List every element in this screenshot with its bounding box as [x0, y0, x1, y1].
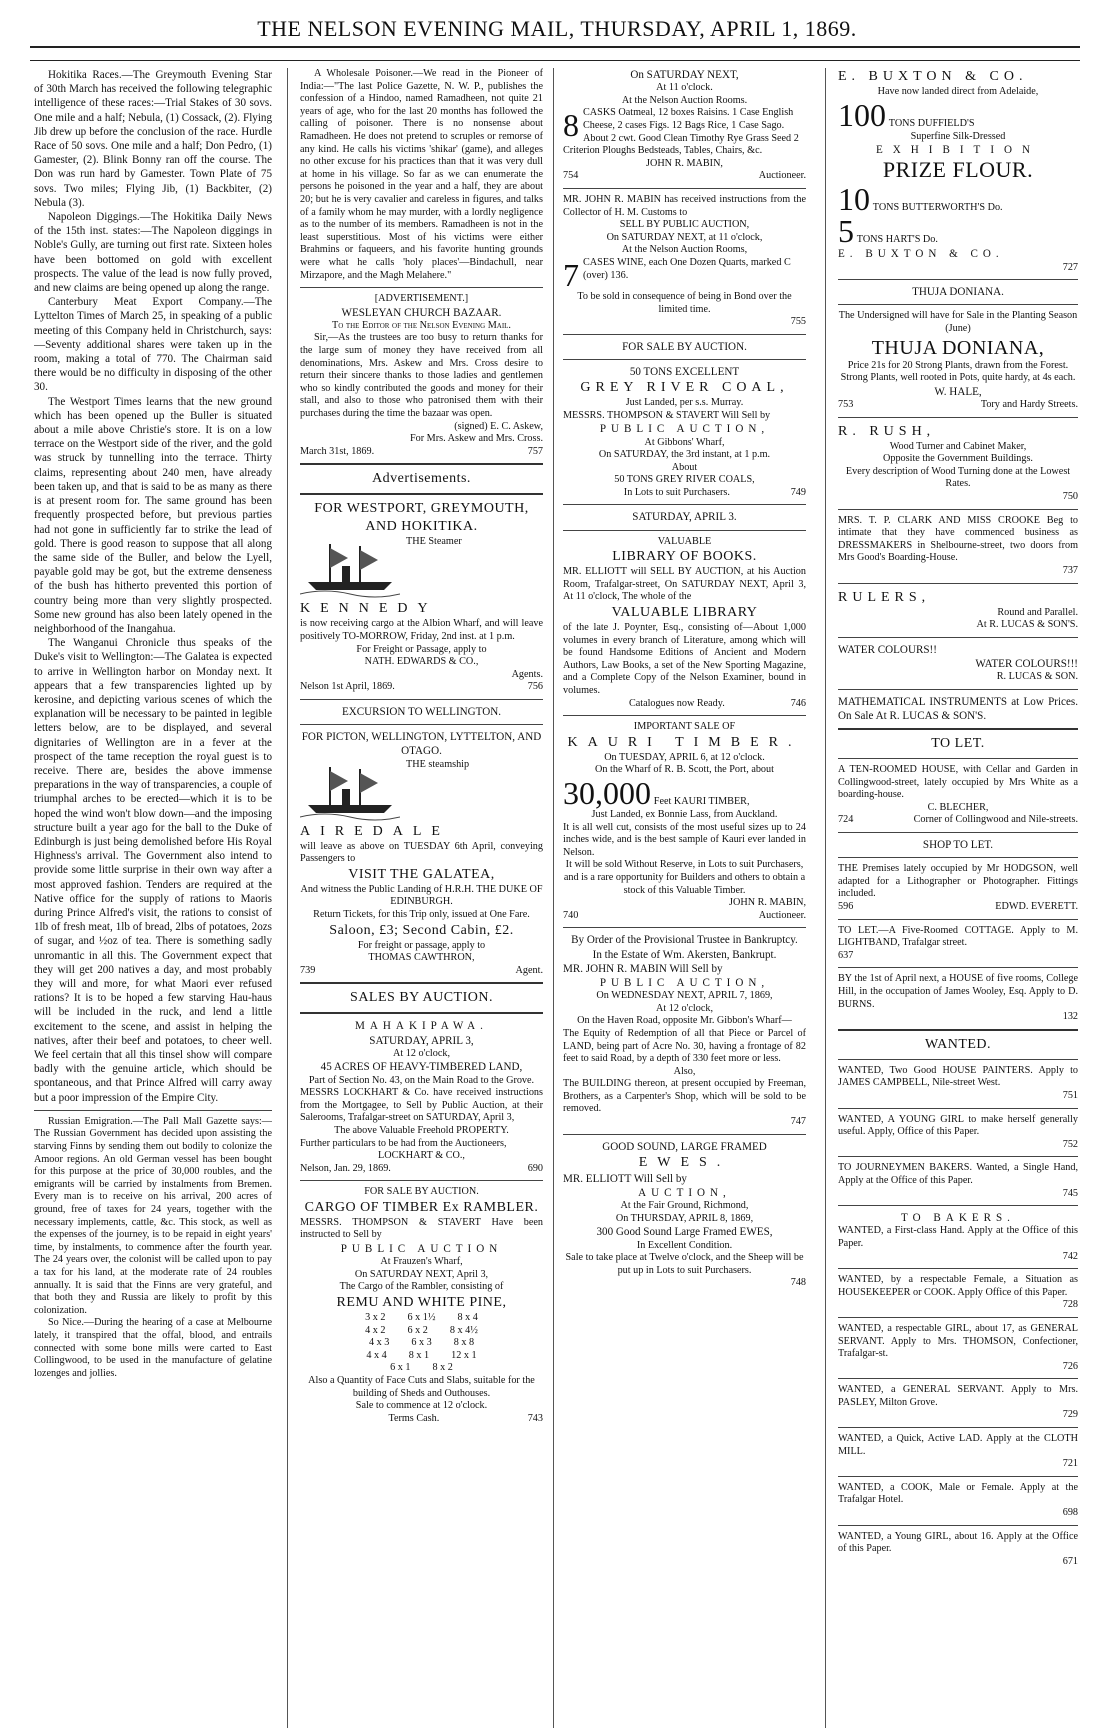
harts-qty: 5 [838, 213, 854, 250]
casks-list: CASKS Oatmeal, 12 boxes Raisins. 1 Case English Cheese, 2 cases Figs. 12 Bags Rice, 1 Case Sago. About 2 cwt. Good Clean Timothy Rye Grass Seed 2 Criterion Ploughs Bedsteads, Tables, Chairs, &c. [563, 107, 799, 157]
water-lucas: R. LUCAS & SON. [996, 671, 1078, 683]
divider [300, 287, 543, 288]
auctioneer: Auctioneer. [758, 909, 806, 921]
coal-tons: 50 TONS GREY RIVER COALS, [614, 474, 755, 486]
column-advertisements [300, 68, 543, 1728]
divider [300, 493, 543, 495]
to-let-heading: TO LET. [931, 736, 985, 752]
airedale-ad [300, 759, 543, 841]
kauri-footer [563, 910, 806, 923]
mahakipawa-date: SATURDAY, APRIL 3, [369, 1034, 474, 1047]
wednesday-date: On WEDNESDAY NEXT, APRIL 7, 1869, [596, 990, 773, 1002]
in-bond: To be sold in consequence of being in Bond over the limited time. [577, 290, 792, 315]
kauri-timber: KAURI TIMBER. [567, 734, 802, 750]
ad-number: 751 [1062, 1089, 1078, 1101]
coal-about: About [671, 461, 698, 473]
rulers-round: Round and Parallel. [997, 606, 1078, 618]
mahakipawa-acres: 45 ACRES OF HEAVY-TIMBERED LAND, [320, 1061, 523, 1074]
divider [300, 724, 543, 725]
kennedy-ad [300, 536, 543, 618]
article-canterbury-meat: Canterbury Meat Export Company.—The Lyttelton Times of March 25, in speaking of a public meeting of this Company held in Christchurch, says:—Seventy additional shares were taken up in the room, making a total of 770. The Chairman said there would be no difficulty in disposing of the other 30. [34, 296, 272, 394]
ad-number: 596 [838, 901, 854, 913]
divider [838, 728, 1078, 730]
bazaar-title: WESLEYAN CHURCH BAZAAR. [341, 306, 502, 319]
haven-road: On the Haven Road, opposite Mr. Gibbon's Wharf— [577, 1015, 792, 1027]
rush-trade: Wood Turner and Cabinet Maker, [889, 440, 1027, 452]
hodgson-premises: THE Premises lately occupied by Mr HODGSON, well adapted for a Lithographer or Photographer. Fittings included. [838, 863, 1078, 900]
ad-number: 721 [1062, 1458, 1078, 1470]
butterworth-line [838, 181, 1078, 218]
divider [563, 927, 806, 928]
divider [563, 188, 806, 189]
ewes-300: 300 Good Sound Large Framed EWES, [596, 1226, 773, 1239]
rush-every: Every description of Wood Turning done at the Lowest Rates. [845, 465, 1071, 490]
excursion-heading: EXCURSION TO WELLINGTON. [341, 705, 502, 718]
timber-size: 8 x 4½ [449, 1324, 478, 1336]
divider [838, 417, 1078, 418]
duffield-line [838, 96, 1078, 133]
divider [34, 1110, 272, 1111]
ad-number: 690 [527, 1162, 543, 1174]
bazaar-footer [300, 446, 543, 459]
provisional-trustee: By Order of the Provisional Trustee in Bankruptcy. [571, 934, 798, 947]
divider [563, 530, 806, 531]
elliott-auction: MR. ELLIOTT will SELL BY AUCTION, at his Auction Room, Trafalgar-street, On SATURDAY NEXT, April 3, At 11 o'clock, The whole of the [563, 566, 806, 603]
excellent-condition: In Excellent Condition. [636, 1239, 733, 1251]
timber-size: 8 x 8 [453, 1337, 475, 1349]
valuable-library: VALUABLE LIBRARY [611, 605, 758, 621]
return-tickets: Return Tickets, for this Trip only, issued at One Fare. [313, 908, 530, 920]
ad-number: 726 [1062, 1360, 1078, 1372]
westport-heading: FOR WESTPORT, GREYMOUTH, AND HOKITIKA. [314, 501, 529, 535]
divider [838, 279, 1078, 280]
exhibition: EXHIBITION [875, 144, 1041, 157]
hale-footer [838, 399, 1078, 412]
remu-pine: REMU AND WHITE PINE, [336, 1295, 507, 1311]
cawthron-agent: Agent. [515, 964, 543, 976]
timber-size-row [300, 1337, 543, 1350]
harts-tons: TONS HART'S Do. [856, 234, 938, 246]
timber-size: 4 x 3 [368, 1337, 390, 1349]
ad-number: 754 [563, 170, 579, 182]
frauzen-wharf: At Frauzen's Wharf, [380, 1256, 463, 1268]
thompson-instructed: MESSRS. THOMPSON & STAVERT Have been instructed to Sell by [300, 1216, 543, 1241]
duffield-qty: 100 [838, 96, 886, 133]
gibbons-wharf: At Gibbons' Wharf, [644, 436, 725, 448]
grey-river-coal: GREY RIVER COAL, [580, 380, 789, 396]
thuja-price: Price 21s for 20 Strong Plants, drawn from the Forest. [847, 359, 1069, 371]
divider [563, 1134, 806, 1135]
ewes-heading: EWES. [638, 1154, 731, 1170]
blecher-address: Corner of Collingwood and Nile-streets. [913, 814, 1078, 826]
airedale-body: will leave as above on TUESDAY 6th April, conveying Passengers to [300, 840, 543, 865]
divider [563, 334, 806, 335]
rambler-cargo: The Cargo of the Rambler, consisting of [339, 1281, 504, 1293]
wanted-ad: WANTED, by a respectable Female, a Situation as HOUSEKEEPER or COOK. Apply Office of this Paper. [838, 1274, 1078, 1298]
divider [838, 1476, 1078, 1477]
bazaar-signature: (signed) E. C. Askew, [454, 420, 543, 432]
bazaar-signature-for: For Mrs. Askew and Mrs. Cross. [409, 433, 543, 445]
ad-number: 724 [838, 814, 854, 826]
ad-number: 728 [1062, 1299, 1078, 1311]
timber-size: 8 x 1 [408, 1349, 430, 1361]
wanted-ad: WANTED, a Young GIRL, about 16. Apply at the Office of this Paper. [838, 1530, 1078, 1555]
superfine: Superfine Silk-Dressed [910, 130, 1006, 142]
sale-twelve: Sale to take place at Twelve o'clock, and the Sheep will be put up in Lots to suit Purchasers. [565, 1252, 804, 1276]
article-napoleon-diggings: Napoleon Diggings.—The Hokitika Daily News of the 15th inst. states:—The Napoleon diggings in Noble's Gully, are turning out first rate. Sixteen holes have been bottomed on gold with excellent prospects. The value of the lead is now fully proved, and new claims are being opened up along the range. [34, 211, 272, 295]
divider [838, 857, 1078, 858]
timber-size-row [300, 1325, 543, 1338]
kennedy-footer [300, 681, 543, 694]
prize-flour: PRIZE FLOUR. [882, 157, 1034, 183]
ad-number: 132 [1062, 1011, 1078, 1023]
library-valuable: VALUABLE [657, 535, 712, 547]
thuja-heading: THUJA DONIANA. [912, 286, 1004, 299]
saturday-next: On SATURDAY NEXT, [630, 69, 739, 81]
advertisement-label: [ADVERTISEMENT.] [374, 293, 469, 305]
kennedy-body: is now receiving cargo at the Albion Wharf, and will leave positively TO-MORROW, Friday, 2nd inst. at 1 p.m. [300, 618, 543, 643]
poynter-library: of the late J. Poynter, Esq., consisting of—About 1,000 volumes in every branch of Literature, among which will be found Handsome Editions of Ancient and Modern Authors, Law Books, a set of the New Sporting Magazine, and a Complete Copy of the Nelson Examiner, bound in volumes. [563, 622, 806, 697]
face-cuts: Also a Quantity of Face Cuts and Slabs, suitable for the building of Sheds and Outhouses. [308, 1375, 535, 1399]
timber-size: 3 x 2 [365, 1312, 386, 1324]
kauri-well-cut: It is all well cut, consists of the most useful sizes up to 24 inches wide, and is the best sample of Kauri ever landed in Nelson. [563, 821, 806, 858]
elliott-will-sell: MR. ELLIOTT Will Sell by [563, 1172, 687, 1185]
also: Also, [673, 1065, 696, 1077]
butterworth-tons: TONS BUTTERWORTH'S Do. [872, 202, 1003, 214]
kauri-reserve: It will be sold Without Reserve, in Lots to suit Purchasers, and is a rare opportunity for Builders and others to obtain a stock of this Valuable Timber. [563, 859, 806, 896]
everett-footer [838, 901, 1078, 914]
timber-size: 4 x 4 [366, 1349, 387, 1361]
divider [838, 509, 1078, 510]
divider [563, 359, 806, 360]
casks-ad [563, 107, 806, 157]
everett-name: EDWD. EVERETT. [995, 901, 1078, 913]
section-heading-sales-by-auction: SALES BY AUCTION. [350, 990, 493, 1006]
ad-number: 752 [1062, 1138, 1078, 1150]
lockhart-date: Nelson, Jan. 29, 1869. [300, 1162, 391, 1174]
divider [838, 1317, 1078, 1318]
ad-number: 750 [1062, 490, 1078, 502]
galatea-heading: VISIT THE GALATEA, [348, 866, 495, 882]
ad-number: 748 [790, 1277, 806, 1289]
masthead-rule [30, 46, 1080, 48]
timber-size-row [300, 1350, 543, 1363]
picton-heading: FOR PICTON, WELLINGTON, LYTTELTON, AND OTAGO. [301, 731, 542, 758]
harts-line [838, 213, 1078, 250]
divider [563, 504, 806, 505]
kennedy-agents: Agents. [511, 668, 543, 680]
timber-size-row [300, 1362, 543, 1375]
butterworth-qty: 10 [838, 181, 870, 218]
divider [838, 1427, 1078, 1428]
thursday-date: On THURSDAY, APRIL 8, 1869, [615, 1212, 754, 1224]
catalogues-ready: Catalogues now Ready. [628, 697, 725, 709]
public-auction: PUBLIC AUCTION, [599, 423, 770, 436]
thompson-will-sell: MESSRS. THOMPSON & STAVERT Will Sell by [563, 409, 771, 421]
divider [838, 758, 1078, 759]
masthead-rule-thin [30, 60, 1080, 61]
ad-number: 745 [1062, 1187, 1078, 1199]
fifty-tons: 50 TONS EXCELLENT [629, 365, 740, 378]
divider [563, 715, 806, 716]
bazaar-to-editor: To the Editor of the Nelson Evening Mail. [332, 319, 511, 331]
timber-size: 12 x 1 [451, 1349, 477, 1361]
kauri-date: On TUESDAY, APRIL 6, at 12 o'clock. [604, 751, 765, 763]
kauri-quantity [563, 774, 806, 811]
mahakipawa-section: Part of Section No. 43, on the Main Road to the Grove. [308, 1074, 535, 1086]
article-russian-emigration: Russian Emigration.—The Pall Mall Gazette says:—The Russian Government has decided upon assisting the starving Finns by sending them out bodily to colonize the Amoor regions. An old German vessel has been bought for this purpose at the price of 30,000 roubles, and the emigrants will be carried by instalments from Bremen. Every man is to receive on his arrival, 200 acres of ground, free of taxes for 24 years, together with the necessary implements, cattle, &c. This stock, as well as the expenses of the journey, is to be repaid in eight years' time, by instalments, to commence after the fourth year. The 24 years over, the colonist will be called upon to pay a tax for his land, at the moderate rate of 24 roubles annually. It is said that the Finns are very grateful, and that both they and Russia are likely to profit by this colonization. [34, 1115, 272, 1316]
cargo-heading: CARGO OF TIMBER Ex RAMBLER. [304, 1199, 539, 1215]
ad-number: 727 [1062, 261, 1078, 273]
divider [838, 1029, 1078, 1031]
ad-number: 742 [1062, 1250, 1078, 1262]
rulers: RULERS, [838, 589, 931, 605]
ad-number: 740 [563, 909, 579, 921]
wanted-heading: WANTED. [924, 1036, 992, 1052]
mabin-name: JOHN R. MABIN, [729, 897, 806, 909]
building-thereon: The BUILDING thereon, at present occupied by Freeman, Brothers, as a Carpenter's Shop, which will be sold to be removed. [563, 1078, 806, 1115]
thuja-big: THUJA DONIANA, [871, 336, 1045, 359]
wanted-ad: WANTED, Two Good HOUSE PAINTERS. Apply to JAMES CAMPBELL, Nile-street West. [838, 1064, 1078, 1089]
sale-commence: Sale to commence at 12 o'clock. [355, 1400, 488, 1412]
article-hokitika-races: Hokitika Races.—The Greymouth Evening Star of 30th March has received the following telegraphic intelligence of these races:—Trial Stakes of 30 sovs. One mile and a half; Nebula, (1) Cossack, (2). Flying Jib drew up before the conclusion of the race. Hurdle Race of 50 sovs. One mile and a half; Don Pedro, (1) Gamester, (2). Blink Bonny ran off the course. The Don was run hard by Gamester. Town Plate of 75 sovs. Two miles; Flying Jib, (1) Backbiter, (2) Nebula (3). [34, 69, 272, 209]
column-news [34, 68, 272, 1728]
divider [838, 1108, 1078, 1109]
wine-count: 7 [563, 256, 579, 291]
airedale-the-steamship: THE steamship [406, 758, 470, 770]
timber-size: 8 x 4 [457, 1312, 478, 1324]
divider [838, 304, 1078, 305]
ad-number: 747 [790, 1116, 806, 1128]
cases-wine: CASES WINE, each One Dozen Quarts, marked C (over) 136. [583, 256, 791, 281]
rulers-lucas: At R. LUCAS & SON'S. [976, 619, 1078, 631]
column-divider [287, 68, 288, 1728]
bazaar-body: Sir,—As the trustees are too busy to return thanks for the large sum of money they have received from all denominations, Mrs. Askew and Mrs. Cross desire to return their sincere thanks to those ladies and gentlemen who so kindly contributed the goods and money for their stall, and also to those who patronised them with their purchases during the time the bazaar was open. [300, 332, 543, 420]
wanted-ad: WANTED, A YOUNG GIRL to make herself generally useful. Apply, Office of this Paper. [838, 1113, 1078, 1138]
divider [300, 1180, 543, 1181]
mabin-name: JOHN R. MABIN, [646, 157, 723, 169]
galatea-body: And witness the Public Landing of H.R.H. THE DUKE OF EDINBURGH. [300, 883, 543, 908]
duffield-tons: TONS DUFFIELD'S [888, 117, 975, 129]
coal-footer [563, 487, 806, 500]
five-roomed-cottage: TO LET.—A Five-Roomed COTTAGE. Apply to M. LIGHTBAND, Trafalgar street. [838, 924, 1078, 949]
thuja-undersigned: The Undersigned will have for Sale in the Planting Season (June) [838, 310, 1078, 334]
ad-number: 757 [527, 445, 543, 457]
mahakipawa-heading: MAHAKIPAWA. [355, 1020, 488, 1033]
column-divider [553, 68, 554, 1728]
wanted-ad: WANTED, a GENERAL SERVANT. Apply to Mrs. PASLEY, Milton Grove. [838, 1384, 1078, 1408]
ad-number: 743 [527, 1412, 543, 1424]
at-11: At 11 o'clock. [656, 82, 713, 94]
auction: AUCTION, [638, 1187, 731, 1200]
ad-number: 739 [300, 964, 316, 976]
wanted-ad: WANTED, a respectable GIRL, about 17, as GENERAL SERVANT. Apply to Mrs. THOMSON, Confectioner, Trafalgar-st. [838, 1322, 1078, 1360]
divider [838, 1059, 1078, 1060]
water-colours: WATER COLOURS!! [838, 643, 937, 656]
kennedy-date: Nelson 1st April, 1869. [300, 681, 395, 693]
nelson-auction-rooms: At the Nelson Auction Rooms. [621, 94, 748, 106]
buxton-heading: E. BUXTON & CO. [838, 69, 1028, 84]
mabin-customs: MR. JOHN R. MABIN has received instructions from the Collector of H. M. Customs to [563, 193, 806, 218]
water-colours-2: WATER COLOURS!!! [975, 657, 1078, 670]
rush-address: Opposite the Government Buildings. [883, 453, 1033, 465]
blecher-footer [838, 814, 1078, 827]
ad-number: 698 [1062, 1507, 1078, 1519]
college-hill-house: BY the 1st of April next, a HOUSE of five rooms, College Hill, in the occupation of James Wooley, Esq. Apply to D. BURNS. [838, 973, 1078, 1010]
wanted-ad: WANTED, a First-class Hand. Apply at the Office of this Paper. [838, 1225, 1078, 1249]
lockhart-instructions: MESSRS LOCKHART & Co. have received instructions from the Mortgagee, to Sell by Public Auction, at their Salerooms, Trafalgar-street on SATURDAY, April 3, [300, 1087, 543, 1124]
divider [838, 967, 1078, 968]
library-of-books: LIBRARY OF BOOKS. [612, 549, 757, 565]
ten-roomed-house: A TEN-ROOMED HOUSE, with Cellar and Garden in Collingwood-street, lately occupied by Mrs White as a boarding-house. [838, 764, 1078, 801]
good-sound: GOOD SOUND, LARGE FRAMED [602, 1140, 767, 1153]
timber-size: 4 x 2 [365, 1324, 386, 1336]
kennedy-the-steamer: THE Steamer [406, 536, 462, 548]
ad-number: 729 [1062, 1409, 1078, 1421]
blecher-name: C. BLECHER, [927, 801, 989, 813]
buxton-landed: Have now landed direct from Adelaide, [877, 86, 1039, 97]
timber-size: 8 x 2 [432, 1362, 453, 1374]
for-sale-heading: FOR SALE BY AUCTION. [364, 1186, 479, 1198]
wanted-ad: TO JOURNEYMEN BAKERS. Wanted, a Single Hand, Apply at the Office of this Paper. [838, 1162, 1078, 1186]
timber-sizes-table [300, 1312, 543, 1375]
coal-date: On SATURDAY, the 3rd instant, at 1 p.m. [598, 449, 771, 461]
just-landed-murray: Just Landed, per s.s. Murray. [625, 397, 744, 409]
at-12: At 12 o'clock, [655, 1002, 713, 1014]
freehold-property: The above Valuable Freehold PROPERTY. [334, 1124, 509, 1136]
hale-name: W. HALE, [934, 385, 982, 398]
divider [838, 1525, 1078, 1526]
public-auction: PUBLIC AUCTION, [599, 976, 770, 989]
shop-to-let: SHOP TO LET. [922, 839, 994, 852]
masthead: THE NELSON EVENING MAIL, THURSDAY, APRIL 1, 1869. [257, 16, 857, 41]
lockhart-further: Further particulars to be had from the Auctioneers, [300, 1137, 507, 1149]
thuja-strong: Strong Plants, well rooted in Pots, quite hardy, at 4s each. [840, 372, 1076, 384]
saloon-fares: Saloon, £3; Second Cabin, £2. [329, 922, 514, 938]
wine-ad [563, 257, 806, 291]
kennedy-name: KENNEDY [300, 601, 438, 617]
buxton-signature: E. BUXTON & CO. [838, 248, 1004, 261]
divider [838, 1378, 1078, 1379]
equity-redemption: The Equity of Redemption of all that Piece or Parcel of LAND, being part of Acre No. 30, having a frontage of 82 feet to said Road, by a depth of 330 feet more or less. [563, 1027, 806, 1065]
wanted-ad: WANTED, a COOK, Male or Female. Apply at the Trafalgar Hotel. [838, 1481, 1078, 1506]
wanted-ad: WANTED, a Quick, Active LAD. Apply at the CLOTH MILL. [838, 1433, 1078, 1457]
timber-size: 6 x 1 [390, 1362, 411, 1374]
divider [838, 637, 1078, 638]
ad-number: 746 [790, 697, 806, 709]
public-auction: PUBLIC AUCTION [340, 1243, 503, 1256]
to-bakers: TO BAKERS. [901, 1212, 1015, 1225]
ad-number: 753 [838, 398, 854, 410]
divider [838, 919, 1078, 920]
column-notices [838, 68, 1078, 1728]
divider [838, 583, 1078, 584]
akersten-estate: In the Estate of Wm. Akersten, Bankrupt. [592, 948, 777, 961]
kauri-wharf: On the Wharf of R. B. Scott, the Port, about [595, 764, 774, 776]
for-sale-auction: FOR SALE BY AUCTION. [622, 340, 747, 353]
divider [838, 1156, 1078, 1157]
cawthron-name: THOMAS CAWTHRON, [368, 952, 475, 964]
sell-public: SELL BY PUBLIC AUCTION, [619, 219, 750, 231]
ad-number: 755 [790, 316, 806, 328]
hale-address: Tory and Hardy Streets. [980, 398, 1078, 410]
lockhart-signature: LOCKHART & CO., [378, 1150, 465, 1162]
ad-number: 637 [838, 949, 854, 961]
rush-name: R. RUSH, [838, 423, 936, 439]
terms-footer [300, 1413, 543, 1426]
steamship-icon [300, 761, 400, 821]
divider [300, 699, 543, 700]
section-heading-advertisements: Advertisements. [372, 471, 471, 487]
bazaar-date: March 31st, 1869. [300, 445, 375, 457]
cawthron-apply: For freight or passage, apply to [357, 939, 486, 951]
timber-size-row [300, 1312, 543, 1325]
fair-ground: At the Fair Ground, Richmond, [620, 1200, 749, 1212]
nelson-rooms: At the Nelson Auction Rooms, [621, 244, 748, 256]
mathematical-instruments: MATHEMATICAL INSTRUMENTS at Low Prices. On Sale At R. LUCAS & SON'S. [838, 695, 1078, 722]
in-lots: In Lots to suit Purchasers. [623, 486, 730, 498]
article-so-nice: So Nice.—During the hearing of a case at Melbourne lately, it transpired that the offal, blood, and entrails connected with some bone mills were carted to East Collingwood, to be used in the manufacture of gelatine lozenges and jollies. [34, 1317, 272, 1379]
timber-size: 6 x 1½ [407, 1312, 436, 1324]
divider [300, 463, 543, 465]
kennedy-apply: For Freight or Passage, apply to [356, 643, 487, 655]
airedale-name: AIREDALE [300, 823, 450, 839]
article-wholesale-poisoner: A Wholesale Poisoner.—We read in the Pioneer of India:—"The last Police Gazette, N. W. P., publishes the confession of a Hindoo, named Ramadheen, not quite 21 years of age, who for the last 20 months has followed the calling of poisoner. There is no nonsense about Ramadheen. He does not pretend to scruples or remorse of any kind. He calls his victims 'shikar' (game), and alleges no other excuse for his practices than that it was very dull at home in his village. So far as we can enumerate the persons he poisoned in the year and a half, they are about 20; but he is very cavalier and careless in figures, and talks of a family whom he may murder, with a lordly negligence as to the number of its members. Ramadheen is not in the least superstitious. Most of his victims were either Brahmins or faqueers, and his favorite hunting grounds were what he calls 'holy places'—Bindachull, near Mirzapore, and the Magh Melahere." [300, 68, 543, 281]
divider [838, 832, 1078, 833]
kauri-feet-label: Feet KAURI TIMBER, [653, 795, 750, 807]
column-divider [825, 68, 826, 1728]
cawthron-footer [300, 965, 543, 978]
article-wanganui-chronicle: The Wanganui Chronicle thus speaks of the Duke's visit to Wellington:—The Galatea is expected to arrive in Wellington harbor on Monday next. It appears that a few transparencies lighted up by kerosine, and depicting various scenes of which the explanation will be necessary to be painted in legible letters below, are to be displayed, and several dignitaries of Wellington are in a fever at the prospect of the tame reception the royal guest is to receive. There are, besides the above immense preparations in the way of transparencies, a couple of triumphal arches to be erected—which it is to be hoped the wind won't blow down—and the imposing structure built a year ago for the ball to the Duke of Edinburgh is just being demolished before His Royal Highness's arrival. The Government also intend to provide some little surprise in their own way after a most approved fashion. Tenders are required at the Native office for the supply of rations to Maoris during Prince Alfred's visit, the rations to consist of 1lb of fresh meat, 1lb of bread, 2lbs of potatoes, 2ozs of sugar, and ½oz of tea. There is something sadly unromantic in all this. The Government expect that they will get 200 natives a day, and most probably they will and more, for what Maori ever refused rations? It is to be hoped a few starving Hau-haus will be included in the ruck, and lend a little excitement to the scene, and assist in helping the natives, after their beef and potatoes, to cheer well. We feel certain that all this tinsel show will compare badly with the genuine article, which should be spontaneous, and that Prince Alfred will carry away but a poor impression of the Empire City. [34, 637, 272, 1104]
ad-number: 671 [1062, 1555, 1078, 1567]
mahakipawa-time: At 12 o'clock, [392, 1047, 450, 1059]
divider [300, 1012, 543, 1014]
bonnie-lass: Just Landed, ex Bonnie Lass, from Auckland. [591, 808, 778, 820]
ad-number: 749 [790, 486, 806, 498]
clark-crooke: MRS. T. P. CLARK AND MISS CROOKE Beg to intimate that they have commenced business as DRESSMAKERS in Shelbourne-street, two doors from Mrs Good's Boarding-House. [838, 514, 1078, 564]
steamship-icon [300, 538, 400, 598]
divider [838, 1268, 1078, 1269]
catalogue-footer [563, 698, 806, 711]
lockhart-footer [300, 1163, 543, 1176]
timber-size: 6 x 3 [411, 1337, 432, 1349]
ad-number: 737 [1062, 564, 1078, 576]
article-westport-times: The Westport Times learns that the new ground which has been opened up the Buller is situated about a mile above Christie's store. It is on a low terrace on the Westport side of the river, and the gold was struck by tunnelling into the terrace. Thirty claims, representing about 240 men, have already been taken up, and that is said to be as many as there is at present room for. The same ground has been frequently prospected before, but previous parties had not gone in sufficiently far to strike the lead of gold. There is good reason to suppose that all along the same side of the Buller, and below the Lyell, payable gold may be got, but the extreme denseness of the bush has hitherto prevented this portion of country being more than very slightly prospected. Some new ground has also been lately opened in the neighborhood of the Inangahua. [34, 395, 272, 635]
divider [838, 689, 1078, 690]
kauri-feet-number: 30,000 [563, 774, 651, 811]
casks-count: 8 [563, 107, 579, 144]
library-date: SATURDAY, APRIL 3. [632, 511, 737, 524]
saturday-11: On SATURDAY NEXT, at 11 o'clock, [606, 231, 763, 243]
divider [300, 982, 543, 984]
kennedy-agent: NATH. EDWARDS & CO., [364, 656, 479, 668]
timber-size: 6 x 2 [407, 1324, 428, 1336]
rambler-date: On SATURDAY NEXT, April 3, [354, 1268, 489, 1280]
mabin-will-sell: MR. JOHN R. MABIN Will Sell by [563, 962, 723, 975]
important-sale: IMPORTANT SALE OF [633, 721, 736, 733]
divider [838, 1205, 1078, 1206]
column-auctions [563, 68, 806, 1728]
terms-cash: Terms Cash. [388, 1412, 440, 1424]
ad-number: 756 [527, 681, 543, 693]
auctioneer: Auctioneer. [758, 170, 806, 182]
mabin-footer [563, 170, 806, 183]
